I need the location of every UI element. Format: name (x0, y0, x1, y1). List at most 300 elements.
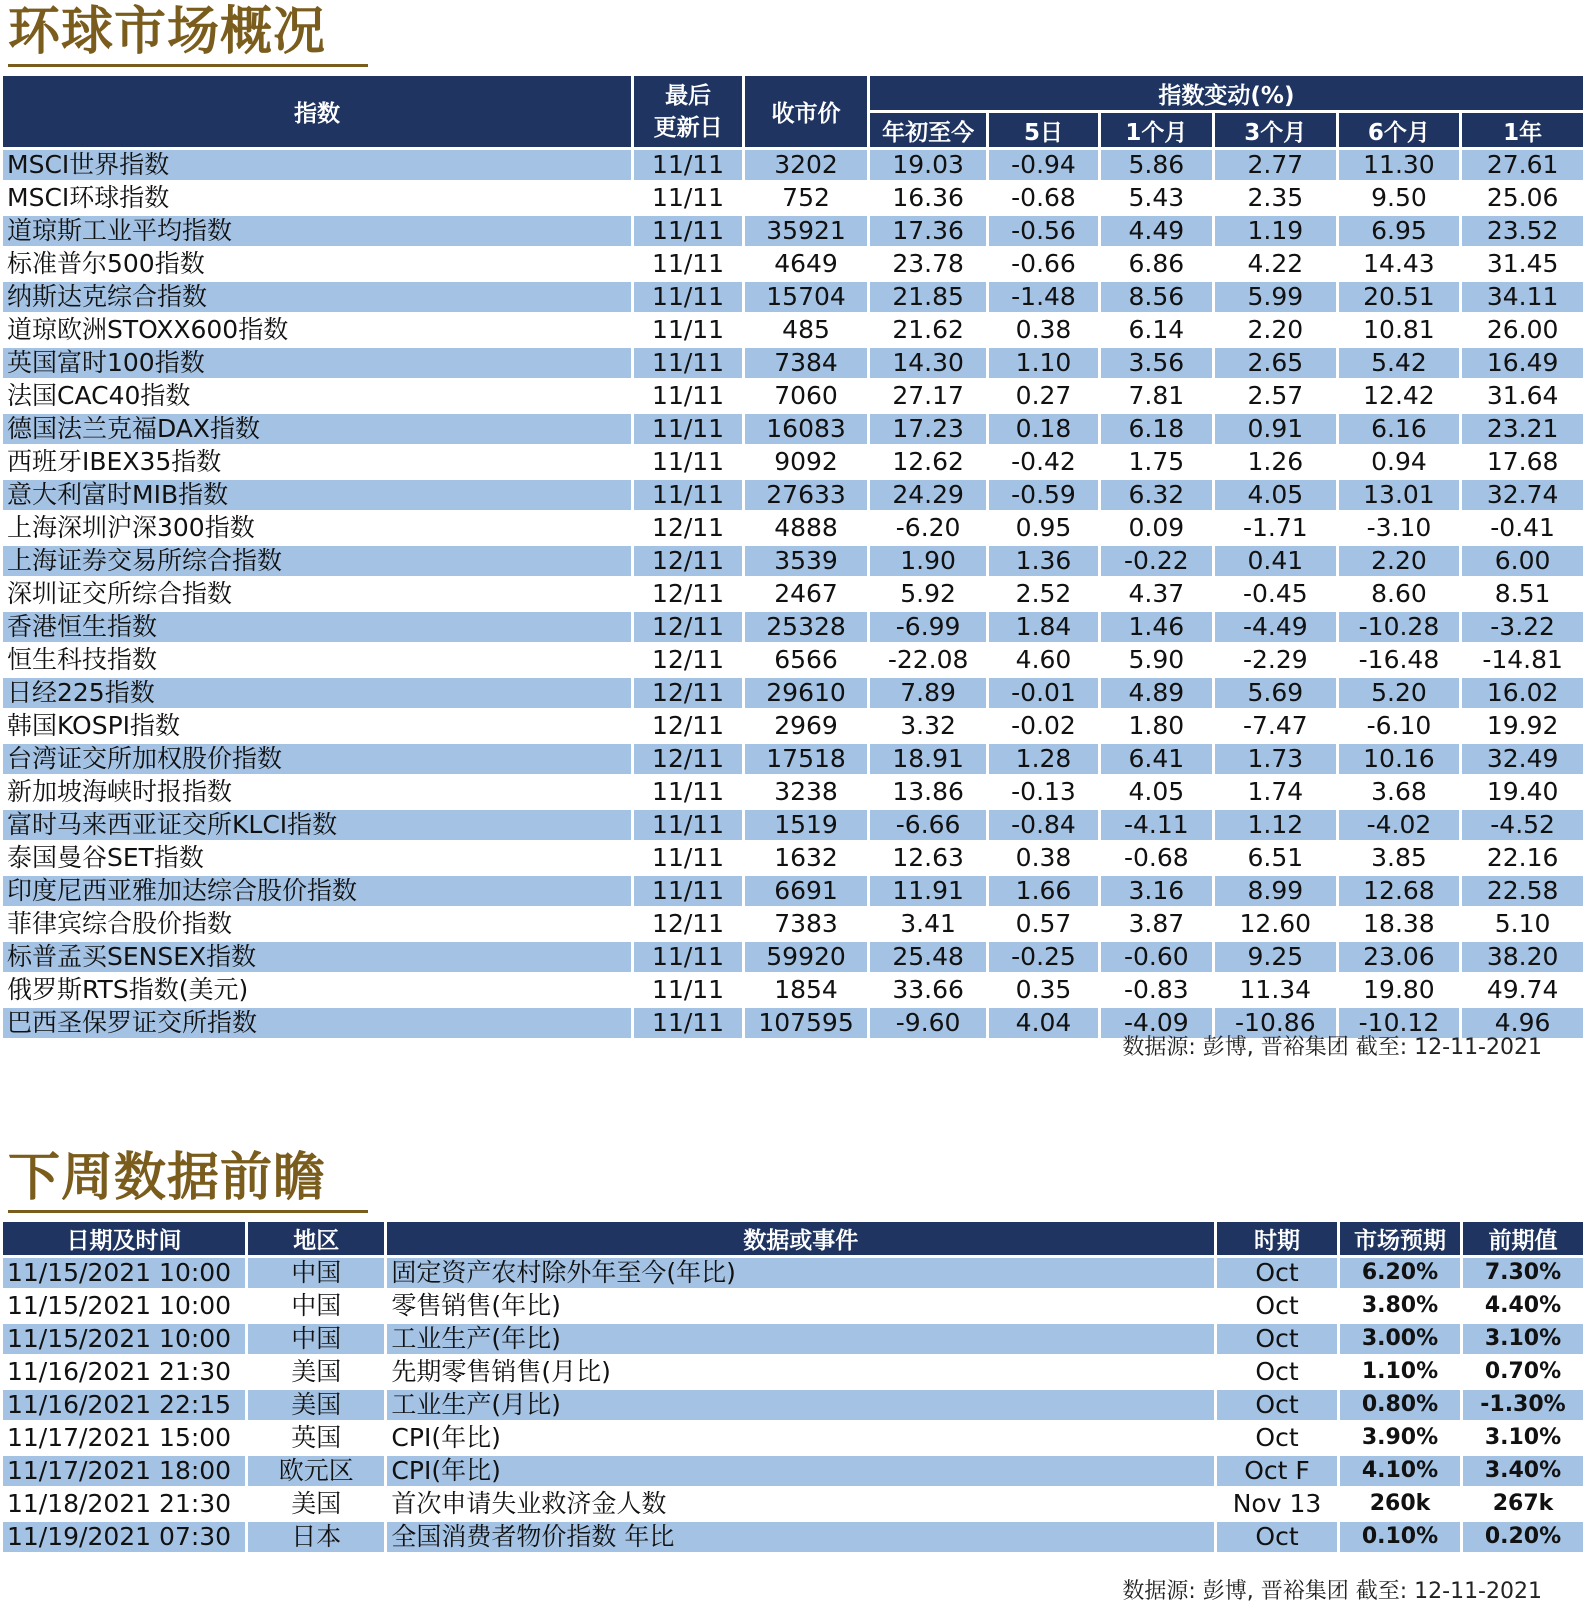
table-row (3, 1324, 1583, 1354)
events-title-underline (8, 1210, 368, 1213)
1m-change: 4.49 (1101, 216, 1212, 246)
1m-change: 7.81 (1128, 381, 1185, 410)
6m-change: 5.20 (1339, 678, 1460, 708)
last-update: 11/11 (652, 777, 725, 806)
close-price: 3238 (774, 777, 838, 806)
market-title-underline (8, 64, 368, 67)
5d-change: 0.18 (989, 414, 1097, 444)
event-name: 零售销售(年比) (391, 1291, 561, 1320)
3m-change: -2.29 (1242, 645, 1308, 674)
last-update: 12/11 (652, 711, 725, 740)
1y-change: 19.92 (1486, 711, 1559, 740)
last-update: 11/11 (634, 216, 742, 246)
6m-change: 13.01 (1339, 480, 1460, 510)
header-change-group: 指数变动(%) (870, 76, 1583, 110)
close-price: 2969 (774, 711, 838, 740)
close-price: 59920 (745, 942, 867, 972)
last-update: 12/11 (652, 579, 725, 608)
last-update: 11/11 (634, 942, 742, 972)
close-price: 3539 (745, 546, 867, 576)
header-1y: 1年 (1462, 113, 1583, 147)
1m-change: 1.46 (1101, 612, 1212, 642)
event-previous: 3.10% (1463, 1324, 1583, 1354)
6m-change: -10.12 (1339, 1008, 1460, 1038)
6m-change: 9.50 (1371, 183, 1427, 212)
header-event: 数据或事件 (387, 1222, 1214, 1255)
1m-change: 3.56 (1101, 348, 1212, 378)
ytd-change: -6.20 (895, 513, 961, 542)
index-name: 标准普尔500指数 (7, 249, 205, 278)
event-forecast: 0.10% (1340, 1522, 1460, 1552)
6m-change: 3.68 (1371, 777, 1427, 806)
close-price: 29610 (745, 678, 867, 708)
event-datetime: 11/16/2021 22:15 (3, 1390, 245, 1420)
event-period: Oct (1217, 1324, 1337, 1354)
event-period: Oct (1217, 1522, 1337, 1552)
event-period: Nov 13 (1232, 1489, 1322, 1518)
last-update: 11/11 (634, 348, 742, 378)
1y-change: 49.74 (1486, 975, 1559, 1004)
table-row (3, 150, 1583, 180)
index-name: 恒生科技指数 (7, 645, 158, 674)
events-source-note: 数据源: 彭博, 晋裕集团 截至: 12-11-2021 (1122, 1579, 1542, 1604)
6m-change: 12.42 (1363, 381, 1435, 410)
index-name: 深圳证交所综合指数 (7, 579, 233, 608)
1m-change: 5.90 (1128, 645, 1185, 674)
5d-change: -0.01 (989, 678, 1097, 708)
1y-change: 32.74 (1462, 480, 1583, 510)
1m-change: 3.16 (1101, 876, 1212, 906)
last-update: 12/11 (652, 645, 725, 674)
index-name: MSCI环球指数 (7, 183, 170, 212)
event-datetime: 11/15/2021 10:00 (7, 1291, 232, 1320)
1m-change: 5.86 (1101, 150, 1212, 180)
5d-change: -0.42 (1011, 447, 1076, 476)
index-name: 泰国曼谷SET指数 (7, 843, 204, 872)
1m-change: 1.80 (1128, 711, 1185, 740)
6m-change: 8.60 (1371, 579, 1427, 608)
5d-change: 0.95 (1015, 513, 1072, 542)
event-name: CPI(年比) (387, 1456, 1214, 1486)
1y-change: 17.68 (1486, 447, 1559, 476)
table-row (3, 183, 1583, 213)
last-update: 11/11 (634, 150, 742, 180)
table-row (3, 1258, 1583, 1288)
5d-change: -0.13 (1011, 777, 1076, 806)
table-row (3, 1390, 1583, 1420)
ytd-change: 17.23 (870, 414, 987, 444)
1y-change: 16.02 (1462, 678, 1583, 708)
header-region: 地区 (248, 1222, 384, 1255)
5d-change: -0.84 (989, 810, 1097, 840)
event-region: 英国 (291, 1423, 342, 1452)
event-name: 先期零售销售(月比) (391, 1357, 611, 1386)
6m-change: -10.28 (1339, 612, 1460, 642)
ytd-change: 25.48 (870, 942, 987, 972)
6m-change: 6.95 (1339, 216, 1460, 246)
5d-change: 1.36 (989, 546, 1097, 576)
last-update: 11/11 (634, 480, 742, 510)
index-name: 韩国KOSPI指数 (7, 711, 181, 740)
header-5d: 5日 (989, 113, 1097, 147)
close-price: 35921 (745, 216, 867, 246)
close-price: 27633 (745, 480, 867, 510)
table-row (3, 645, 1583, 675)
event-name: CPI(年比) (391, 1423, 501, 1452)
table-row (3, 876, 1583, 906)
6m-change: 12.68 (1339, 876, 1460, 906)
last-update: 11/11 (652, 447, 725, 476)
6m-change: 20.51 (1339, 282, 1460, 312)
header-previous: 前期值 (1463, 1222, 1583, 1255)
event-forecast: 3.00% (1340, 1324, 1460, 1354)
event-name: 首次申请失业救济金人数 (391, 1489, 667, 1518)
header-3m: 3个月 (1215, 113, 1336, 147)
1y-change: 31.45 (1486, 249, 1559, 278)
close-price: 485 (782, 315, 830, 344)
table-row (3, 348, 1583, 378)
6m-change: 10.16 (1339, 744, 1460, 774)
3m-change: -4.49 (1215, 612, 1336, 642)
6m-change: 2.20 (1339, 546, 1460, 576)
1m-change: 1.75 (1128, 447, 1185, 476)
event-forecast: 260k (1369, 1491, 1431, 1516)
table-row (3, 744, 1583, 774)
1y-change: 4.96 (1462, 1008, 1583, 1038)
3m-change: 12.60 (1239, 909, 1312, 938)
ytd-change: 11.91 (870, 876, 987, 906)
last-update: 12/11 (634, 678, 742, 708)
header-6m: 6个月 (1339, 113, 1460, 147)
table-row (3, 1291, 1583, 1321)
3m-change: 11.34 (1239, 975, 1312, 1004)
5d-change: 1.28 (989, 744, 1097, 774)
event-previous: 0.70% (1484, 1359, 1562, 1384)
1m-change: -4.11 (1101, 810, 1212, 840)
1y-change: 26.00 (1486, 315, 1559, 344)
table-row (3, 975, 1583, 1005)
ytd-change: -22.08 (887, 645, 969, 674)
5d-change: 2.52 (1015, 579, 1072, 608)
event-datetime: 11/19/2021 07:30 (3, 1522, 245, 1552)
header-last-update-line1: 最后 (665, 82, 712, 109)
index-name: 上海证券交易所综合指数 (3, 546, 631, 576)
ytd-change: 19.03 (870, 150, 987, 180)
ytd-change: 13.86 (892, 777, 964, 806)
close-price: 4649 (774, 249, 838, 278)
3m-change: 2.20 (1247, 315, 1304, 344)
index-name: MSCI世界指数 (3, 150, 631, 180)
3m-change: 6.51 (1247, 843, 1304, 872)
close-price: 4888 (774, 513, 838, 542)
6m-change: -6.10 (1366, 711, 1432, 740)
event-period: Oct (1255, 1357, 1299, 1386)
1y-change: 23.21 (1462, 414, 1583, 444)
6m-change: 14.43 (1363, 249, 1435, 278)
5d-change: 0.27 (1015, 381, 1072, 410)
5d-change: 0.35 (1015, 975, 1072, 1004)
6m-change: 0.94 (1371, 447, 1427, 476)
table-row (3, 810, 1583, 840)
table-row (3, 579, 1583, 609)
ytd-change: -6.99 (870, 612, 987, 642)
table-row (3, 480, 1583, 510)
index-name: 新加坡海峡时报指数 (7, 777, 233, 806)
index-name: 日经225指数 (3, 678, 631, 708)
table-row (3, 942, 1583, 972)
5d-change: -0.66 (1011, 249, 1076, 278)
index-name: 香港恒生指数 (3, 612, 631, 642)
1y-change: 16.49 (1462, 348, 1583, 378)
close-price: 7383 (774, 909, 838, 938)
3m-change: 9.25 (1215, 942, 1336, 972)
event-datetime: 11/16/2021 21:30 (7, 1357, 232, 1386)
1m-change: 4.89 (1101, 678, 1212, 708)
5d-change: -0.56 (989, 216, 1097, 246)
header-datetime: 日期及时间 (3, 1222, 245, 1255)
6m-change: 19.80 (1363, 975, 1435, 1004)
table-row (3, 777, 1583, 807)
last-update: 11/11 (634, 414, 742, 444)
1m-change: 6.41 (1101, 744, 1212, 774)
3m-change: 2.35 (1247, 183, 1304, 212)
event-name: 固定资产农村除外年至今(年比) (387, 1258, 1214, 1288)
table-row (3, 1489, 1583, 1519)
6m-change: 11.30 (1339, 150, 1460, 180)
3m-change: 1.12 (1215, 810, 1336, 840)
event-name: 工业生产(月比) (387, 1390, 1214, 1420)
index-name: 菲律宾综合股价指数 (7, 909, 233, 938)
1m-change: 4.37 (1128, 579, 1185, 608)
index-name: 道琼欧洲STOXX600指数 (7, 315, 289, 344)
3m-change: 0.91 (1215, 414, 1336, 444)
event-name: 工业生产(年比) (387, 1324, 1214, 1354)
last-update: 11/11 (652, 975, 725, 1004)
1y-change: 38.20 (1462, 942, 1583, 972)
index-name: 印度尼西亚雅加达综合股价指数 (3, 876, 631, 906)
5d-change: 1.10 (989, 348, 1097, 378)
1m-change: -0.83 (1123, 975, 1189, 1004)
events-table-body (3, 1258, 1583, 1552)
1y-change: 6.00 (1462, 546, 1583, 576)
table-row (3, 249, 1583, 279)
index-name: 俄罗斯RTS指数(美元) (7, 975, 249, 1004)
table-row (3, 711, 1583, 741)
table-row (3, 414, 1583, 444)
ytd-change: 21.62 (892, 315, 964, 344)
5d-change: 1.66 (989, 876, 1097, 906)
6m-change: 23.06 (1339, 942, 1460, 972)
table-row (3, 678, 1583, 708)
3m-change: 5.69 (1215, 678, 1336, 708)
3m-change: 0.41 (1215, 546, 1336, 576)
6m-change: -3.10 (1366, 513, 1432, 542)
3m-change: 8.99 (1215, 876, 1336, 906)
1y-change: 23.52 (1462, 216, 1583, 246)
event-period: Oct (1217, 1258, 1337, 1288)
5d-change: -0.59 (989, 480, 1097, 510)
1y-change: 31.64 (1486, 381, 1559, 410)
5d-change: -0.68 (1011, 183, 1076, 212)
last-update: 12/11 (652, 909, 725, 938)
event-forecast: 3.90% (1361, 1425, 1439, 1450)
1y-change: 32.49 (1462, 744, 1583, 774)
event-previous: 0.20% (1463, 1522, 1583, 1552)
6m-change: 5.42 (1339, 348, 1460, 378)
1y-change: 5.10 (1494, 909, 1551, 938)
event-datetime: 11/17/2021 18:00 (3, 1456, 245, 1486)
close-price: 25328 (745, 612, 867, 642)
ytd-change: 16.36 (892, 183, 964, 212)
6m-change: -16.48 (1358, 645, 1440, 674)
5d-change: -0.94 (989, 150, 1097, 180)
1y-change: -0.41 (1490, 513, 1555, 542)
ytd-change: 17.36 (870, 216, 987, 246)
close-price: 17518 (745, 744, 867, 774)
ytd-change: 1.90 (870, 546, 987, 576)
event-region: 中国 (248, 1258, 384, 1288)
ytd-change: 5.92 (900, 579, 956, 608)
6m-change: 18.38 (1363, 909, 1435, 938)
1y-change: 19.40 (1486, 777, 1559, 806)
1y-change: -3.22 (1462, 612, 1583, 642)
5d-change: 0.38 (1015, 843, 1072, 872)
3m-change: 4.22 (1247, 249, 1304, 278)
close-price: 7384 (745, 348, 867, 378)
market-table-body (3, 150, 1583, 1038)
last-update: 12/11 (652, 513, 725, 542)
table-row (3, 1357, 1583, 1387)
ytd-change: 21.85 (870, 282, 987, 312)
event-datetime: 11/17/2021 15:00 (7, 1423, 232, 1452)
1y-change: -4.52 (1462, 810, 1583, 840)
header-close: 收市价 (745, 76, 867, 147)
table-row (3, 447, 1583, 477)
event-previous: -1.30% (1463, 1390, 1583, 1420)
close-price: 2467 (774, 579, 838, 608)
ytd-change: 27.17 (892, 381, 964, 410)
event-datetime: 11/15/2021 10:00 (3, 1324, 245, 1354)
event-forecast: 3.80% (1361, 1293, 1439, 1318)
table-row (3, 1423, 1583, 1453)
index-name: 英国富时100指数 (3, 348, 631, 378)
close-price: 1519 (745, 810, 867, 840)
table-row (3, 1522, 1583, 1552)
event-forecast: 0.80% (1340, 1390, 1460, 1420)
1m-change: 6.32 (1101, 480, 1212, 510)
table-row (3, 1456, 1583, 1486)
table-row (3, 315, 1583, 345)
1m-change: -0.60 (1101, 942, 1212, 972)
index-name: 意大利富时MIB指数 (3, 480, 631, 510)
close-price: 1854 (774, 975, 838, 1004)
event-previous: 7.30% (1463, 1258, 1583, 1288)
ytd-change: 7.89 (870, 678, 987, 708)
3m-change: 5.99 (1215, 282, 1336, 312)
5d-change: -0.02 (1011, 711, 1076, 740)
1y-change: -14.81 (1482, 645, 1563, 674)
event-datetime: 11/18/2021 21:30 (7, 1489, 232, 1518)
1m-change: 4.05 (1128, 777, 1185, 806)
5d-change: -0.25 (989, 942, 1097, 972)
close-price: 6691 (745, 876, 867, 906)
event-name: 全国消费者物价指数 年比 (387, 1522, 1214, 1552)
6m-change: 10.81 (1363, 315, 1435, 344)
last-update: 11/11 (634, 810, 742, 840)
table-row (3, 546, 1583, 576)
table-row (3, 381, 1583, 411)
table-row (3, 843, 1583, 873)
close-price: 15704 (745, 282, 867, 312)
header-forecast: 市场预期 (1340, 1222, 1460, 1255)
close-price: 3202 (745, 150, 867, 180)
event-region: 美国 (291, 1357, 342, 1386)
6m-change: -4.02 (1339, 810, 1460, 840)
event-forecast: 1.10% (1361, 1359, 1439, 1384)
3m-change: 2.57 (1247, 381, 1304, 410)
event-region: 中国 (291, 1291, 342, 1320)
event-region: 美国 (291, 1489, 342, 1518)
market-overview-title: 环球市场概况 (8, 2, 327, 62)
header-last-update-line2: 更新日 (653, 114, 723, 141)
event-datetime: 11/15/2021 10:00 (3, 1258, 245, 1288)
last-update: 12/11 (634, 612, 742, 642)
event-previous: 3.10% (1484, 1425, 1562, 1450)
ytd-change: -9.60 (870, 1008, 987, 1038)
1m-change: 8.56 (1101, 282, 1212, 312)
1m-change: 6.18 (1101, 414, 1212, 444)
1y-change: 27.61 (1462, 150, 1583, 180)
index-name: 西班牙IBEX35指数 (7, 447, 222, 476)
ytd-change: 12.62 (892, 447, 964, 476)
5d-change: 1.84 (989, 612, 1097, 642)
1m-change: 3.87 (1128, 909, 1185, 938)
last-update: 11/11 (652, 381, 725, 410)
1y-change: 8.51 (1494, 579, 1551, 608)
event-region: 中国 (248, 1324, 384, 1354)
last-update: 11/11 (652, 249, 725, 278)
last-update: 12/11 (634, 546, 742, 576)
3m-change: -1.71 (1242, 513, 1308, 542)
event-previous: 3.40% (1463, 1456, 1583, 1486)
event-previous: 267k (1492, 1491, 1554, 1516)
3m-change: -0.45 (1242, 579, 1308, 608)
ytd-change: 12.63 (892, 843, 964, 872)
last-update: 11/11 (652, 315, 725, 344)
next-week-data-title: 下周数据前瞻 (8, 1148, 327, 1208)
3m-change: 1.73 (1215, 744, 1336, 774)
header-1m: 1个月 (1101, 113, 1212, 147)
5d-change: 4.60 (1015, 645, 1072, 674)
index-name: 纳斯达克综合指数 (3, 282, 631, 312)
header-index: 指数 (3, 76, 631, 147)
event-previous: 4.40% (1484, 1293, 1562, 1318)
ytd-change: 23.78 (892, 249, 964, 278)
event-forecast: 6.20% (1340, 1258, 1460, 1288)
next-week-events-table (0, 1219, 1586, 1555)
1m-change: -4.09 (1101, 1008, 1212, 1038)
last-update: 11/11 (652, 843, 725, 872)
close-price: 107595 (745, 1008, 867, 1038)
close-price: 7060 (774, 381, 838, 410)
5d-change: 4.04 (989, 1008, 1097, 1038)
event-period: Oct (1255, 1291, 1299, 1320)
6m-change: 6.16 (1339, 414, 1460, 444)
event-region: 美国 (248, 1390, 384, 1420)
event-period: Oct F (1217, 1456, 1337, 1486)
last-update: 11/11 (634, 282, 742, 312)
1m-change: 6.14 (1128, 315, 1185, 344)
